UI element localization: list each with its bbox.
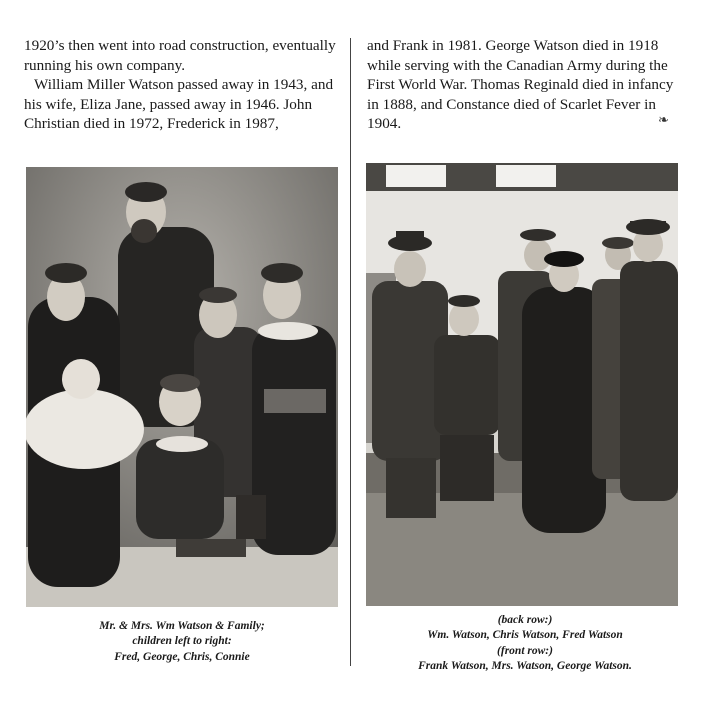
caption-line: (back row:) — [497, 614, 553, 626]
caption-line: Fred, George, Chris, Connie — [114, 650, 250, 663]
family-outdoor-image — [366, 163, 678, 606]
caption-line: children left to right: — [132, 635, 232, 648]
caption-line: (front row:) — [497, 644, 553, 657]
column-divider — [350, 38, 351, 666]
left-text-column — [24, 36, 336, 134]
family-portrait-photo — [26, 167, 338, 607]
caption-line: Wm. Watson, Chris Watson, Fred Watson — [427, 629, 623, 642]
left-paragraph-2: William Miller Watson passed away in 1943, and his wife, Eliza Jane, passed away in 1946. John Christian died in 1972, Frederick in 1987, — [24, 76, 334, 132]
caption-line: Mr. & Mrs. Wm Watson & Family; — [99, 620, 265, 632]
caption-line: Frank Watson, Mrs. Watson, George Watson. — [418, 659, 632, 672]
left-photo-caption — [26, 619, 338, 665]
right-paragraph-1: and Frank in 1981. George Watson died in 1918 while serving with the Canadian Army during the First World War. Thomas Reginald died in infancy in 1888, and Constance died of Scarlet Fever in 1904. — [367, 37, 674, 132]
left-paragraph-1: 1920’s then went into road construction, eventually running his own company. — [24, 37, 336, 74]
right-photo-caption — [366, 613, 684, 674]
ornament-fleuron: ❧ — [658, 112, 669, 127]
right-text-column — [367, 36, 685, 134]
family-portrait-image — [26, 167, 338, 607]
family-outdoor-photo — [366, 163, 678, 606]
